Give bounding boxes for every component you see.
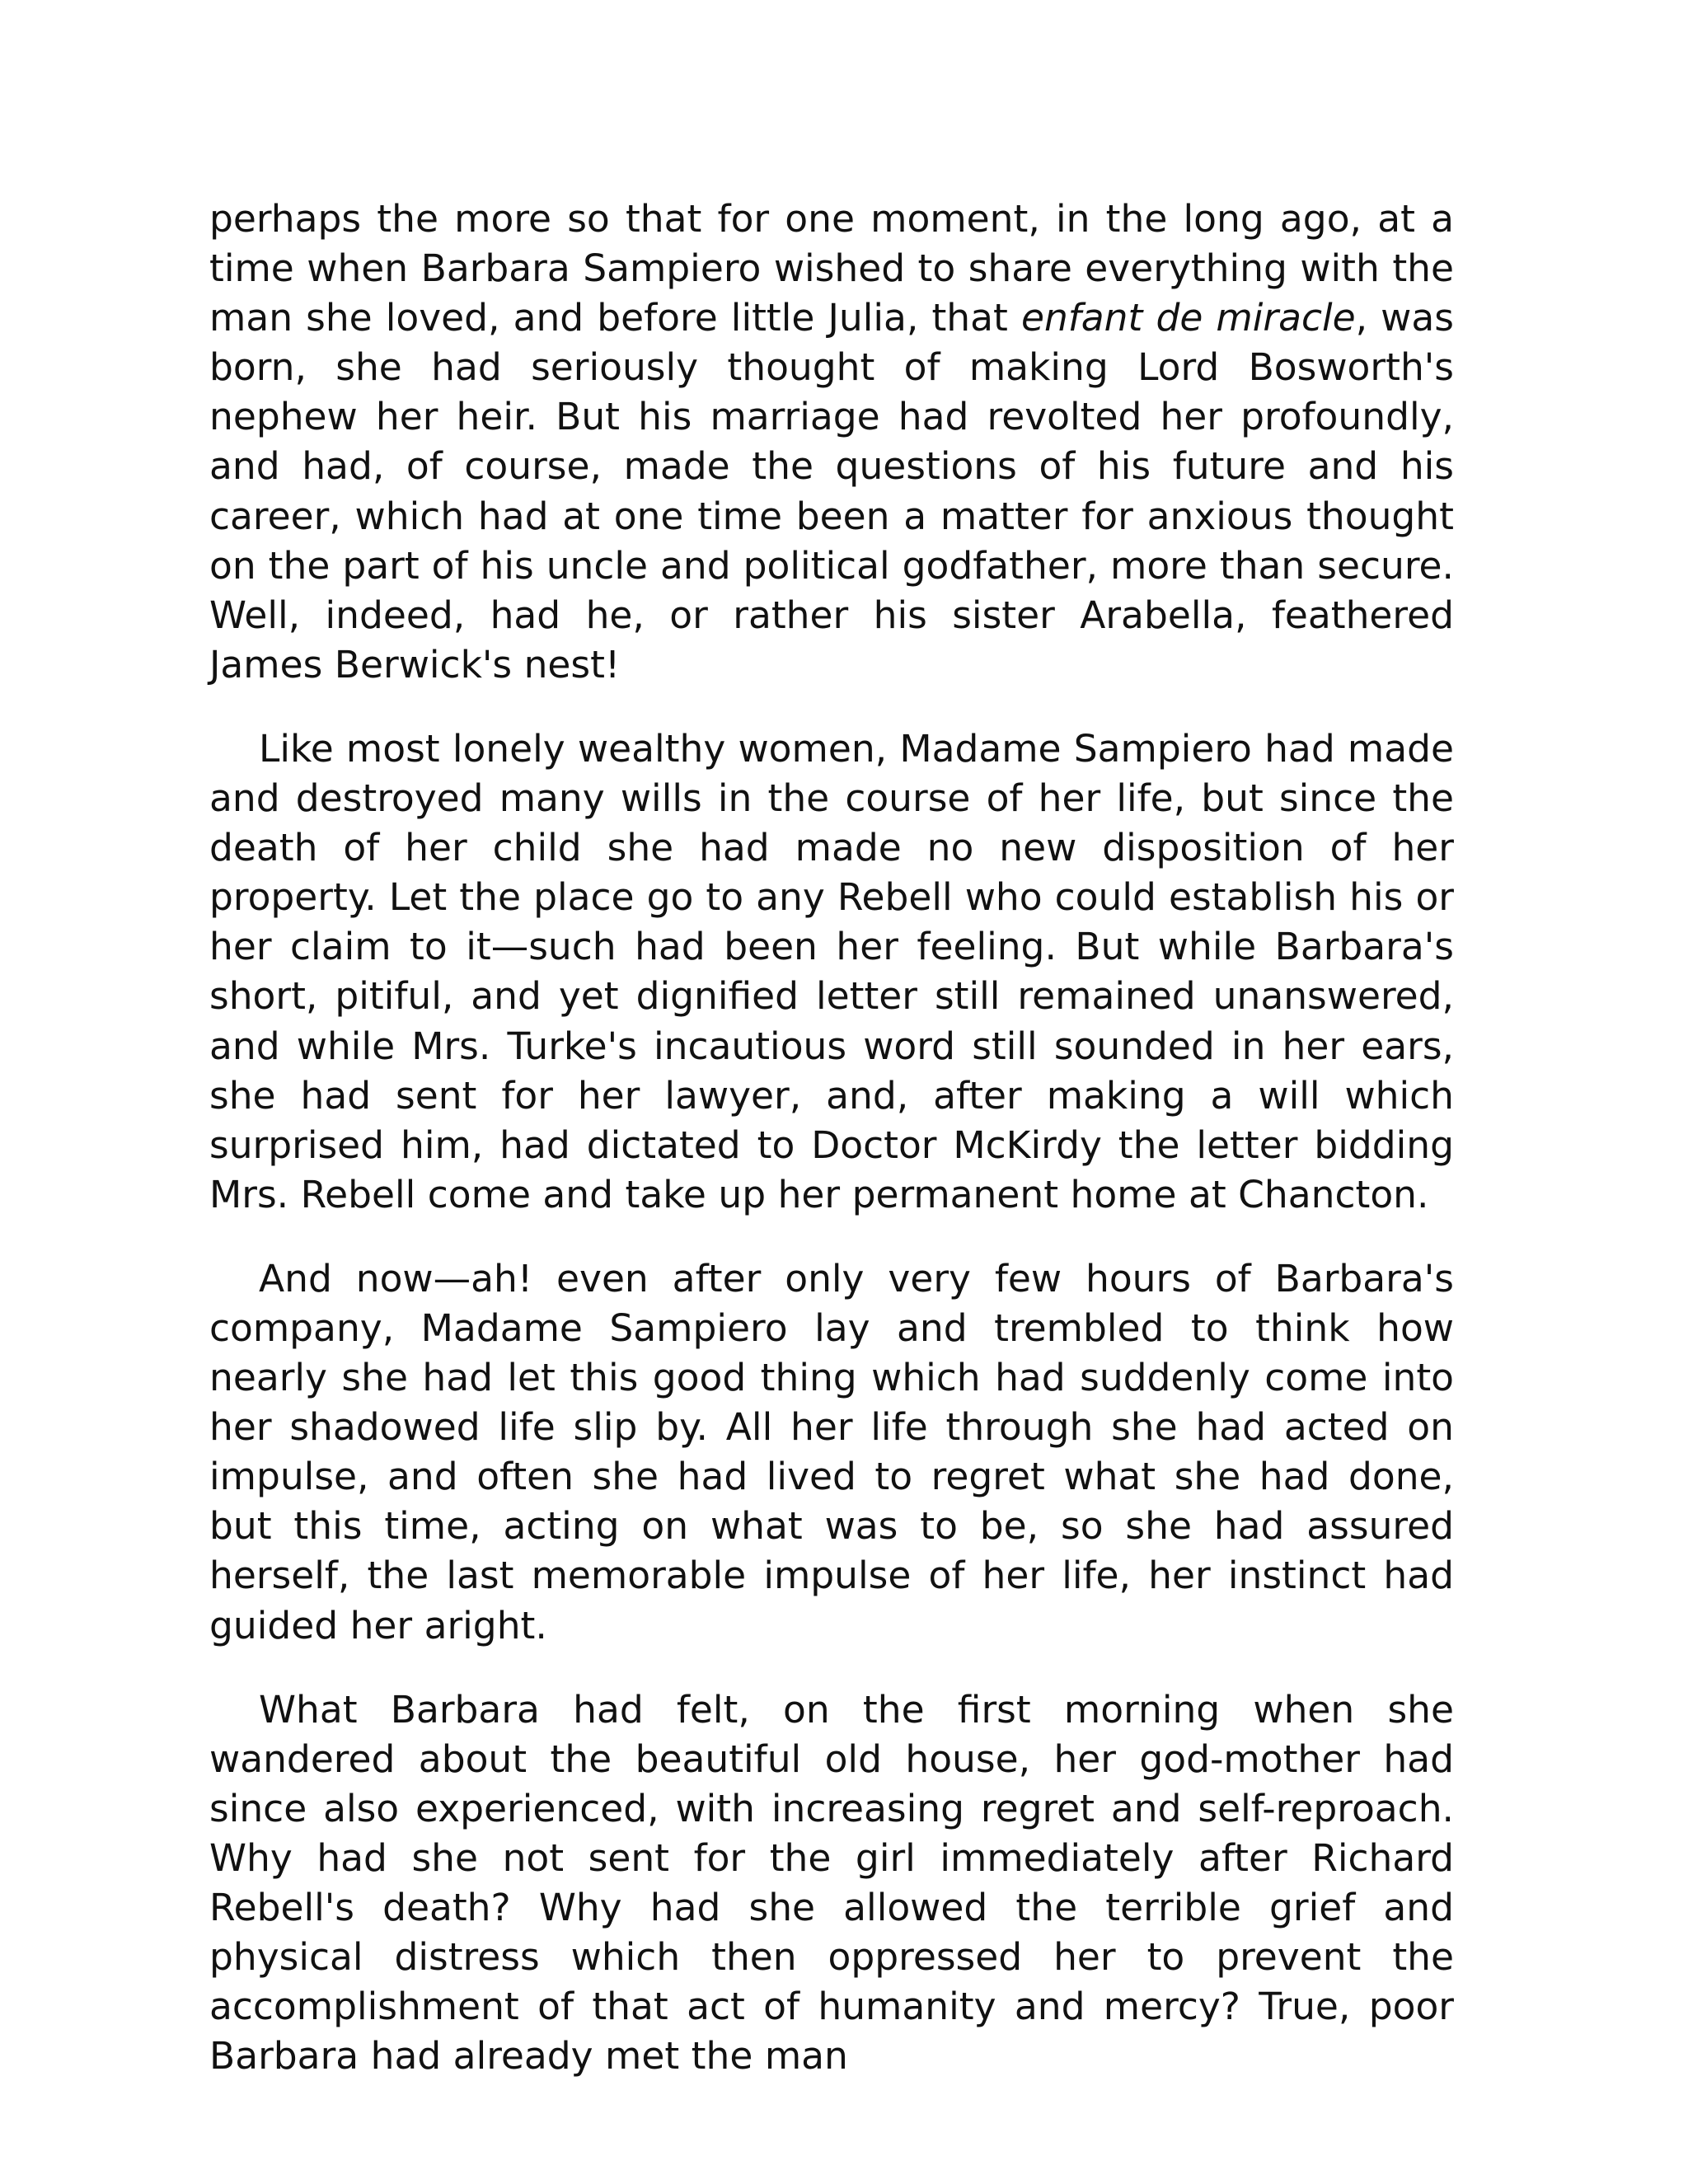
italic-phrase: enfant de miracle (1020, 296, 1356, 340)
paragraph-2: Like most lonely wealthy women, Madame Sampiero had made and destroyed many wills in the course of her life, but since the death of her child she had made no new disposition of her property. Let the place go to any Rebell who could establish his or her claim to it—such had been her feeling. But while Barbara's short, pitiful, and yet dignified letter still remained unanswered, and while Mrs. Turke's incautious word still sounded in her ears, she had sent for her lawyer, and, after making a will which surprised him, had dictated to Doctor McKirdy the letter bidding Mrs. Rebell come and take up her permanent home at Chancton. (209, 726, 1454, 1216)
paragraph-1-text-end: , was born, she had seriously thought of making Lord Bosworth's nephew her heir. But his marriage had revolted her profoundly, and had, of course, made the questions of his future and his career, which had at one time been a matter for anxious thought on the part of his uncle and political godfather, more than secure. Well, indeed, had he, or rather his sister Arabella, feathered James Berwick's nest! (209, 296, 1454, 687)
paragraph-1 (209, 194, 1454, 690)
paragraph-4: What Barbara had felt, on the first morning when she wandered about the beautiful old house, her god-mother had since also experienced, with increasing regret and self-reproach. Why had she not sent for the girl immediately after Richard Rebell's death? Why had she allowed the terrible grief and physical distress which then oppressed her to prevent the accomplishment of that act of humanity and mercy? True, poor Barbara had already met the man (209, 1687, 1454, 2079)
paragraph-1-text-start: perhaps the more so that for one moment, in the long ago, at a time when Barbara Sampiero wished to share everything with the man she loved, and before little Julia, that (209, 197, 1454, 340)
book-page (209, 194, 1454, 2081)
paragraph-3: And now—ah! even after only very few hours of Barbara's company, Madame Sampiero lay and trembled to think how nearly she had let this good thing which had suddenly come into her shadowed life slip by. All her life through she had acted on impulse, and often she had lived to regret what she had done, but this time, acting on what was to be, so she had assured herself, the last memorable impulse of her life, her instinct had guided her aright. (209, 1256, 1454, 1647)
